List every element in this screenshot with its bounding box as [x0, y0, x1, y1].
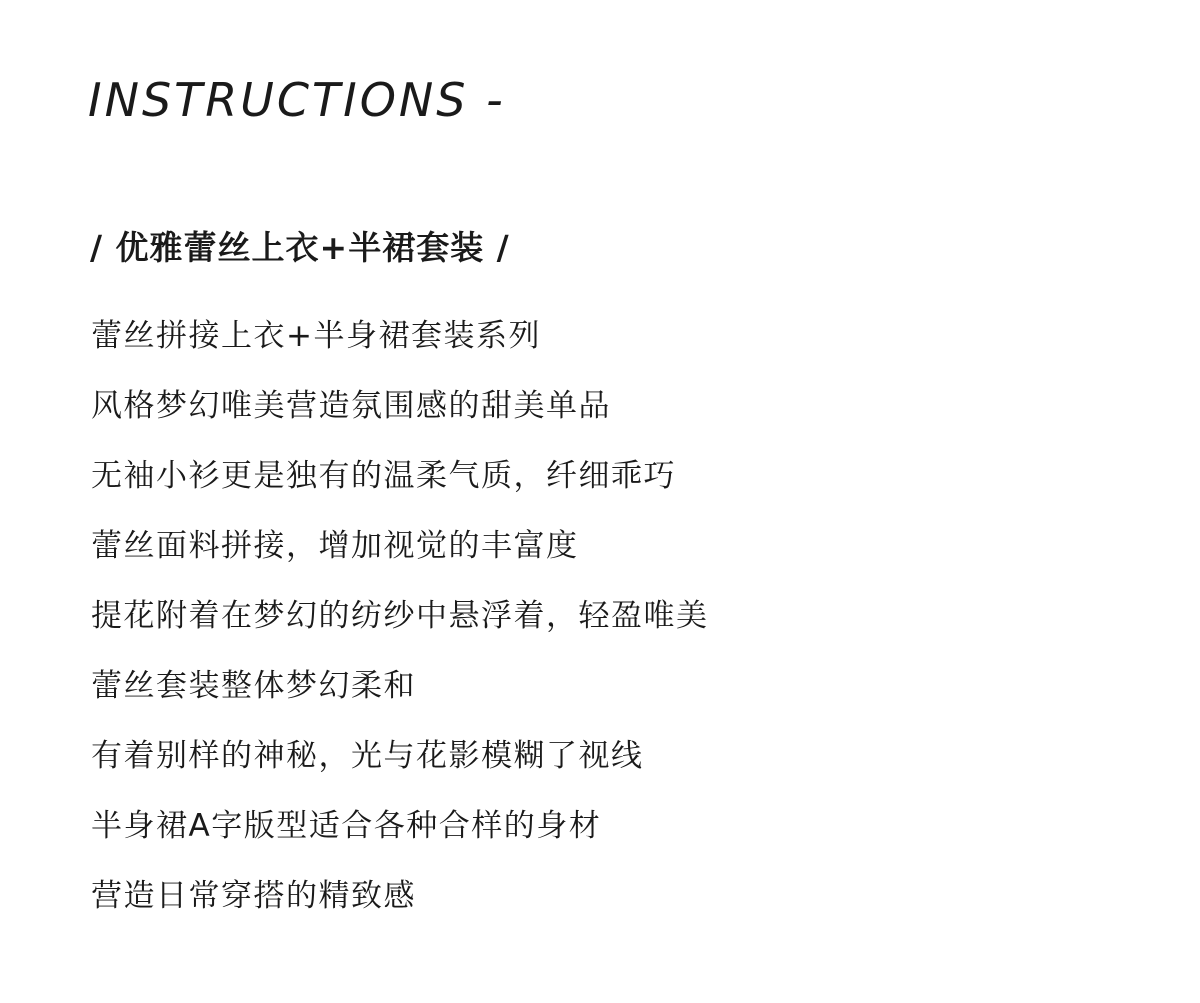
description-line: 提花附着在梦幻的纺纱中悬浮着，轻盈唯美	[91, 598, 709, 634]
description-line: 蕾丝套装整体梦幻柔和	[91, 668, 416, 704]
description-line: 无袖小衫更是独有的温柔气质，纤细乖巧	[91, 458, 676, 494]
description-line: 营造日常穿搭的精致感	[91, 878, 416, 914]
page-heading: INSTRUCTIONS -	[88, 73, 506, 127]
description-line: 蕾丝拼接上衣+半身裙套装系列	[91, 318, 541, 354]
description-list	[91, 312, 709, 942]
description-line: 风格梦幻唯美营造氛围感的甜美单品	[91, 388, 611, 424]
product-subtitle: / 优雅蕾丝上衣+半裙套装 /	[90, 228, 510, 267]
description-line: 半身裙A字版型适合各种合样的身材	[91, 808, 602, 844]
description-line: 蕾丝面料拼接，增加视觉的丰富度	[91, 528, 579, 564]
description-line: 有着别样的神秘，光与花影模糊了视线	[91, 738, 644, 774]
